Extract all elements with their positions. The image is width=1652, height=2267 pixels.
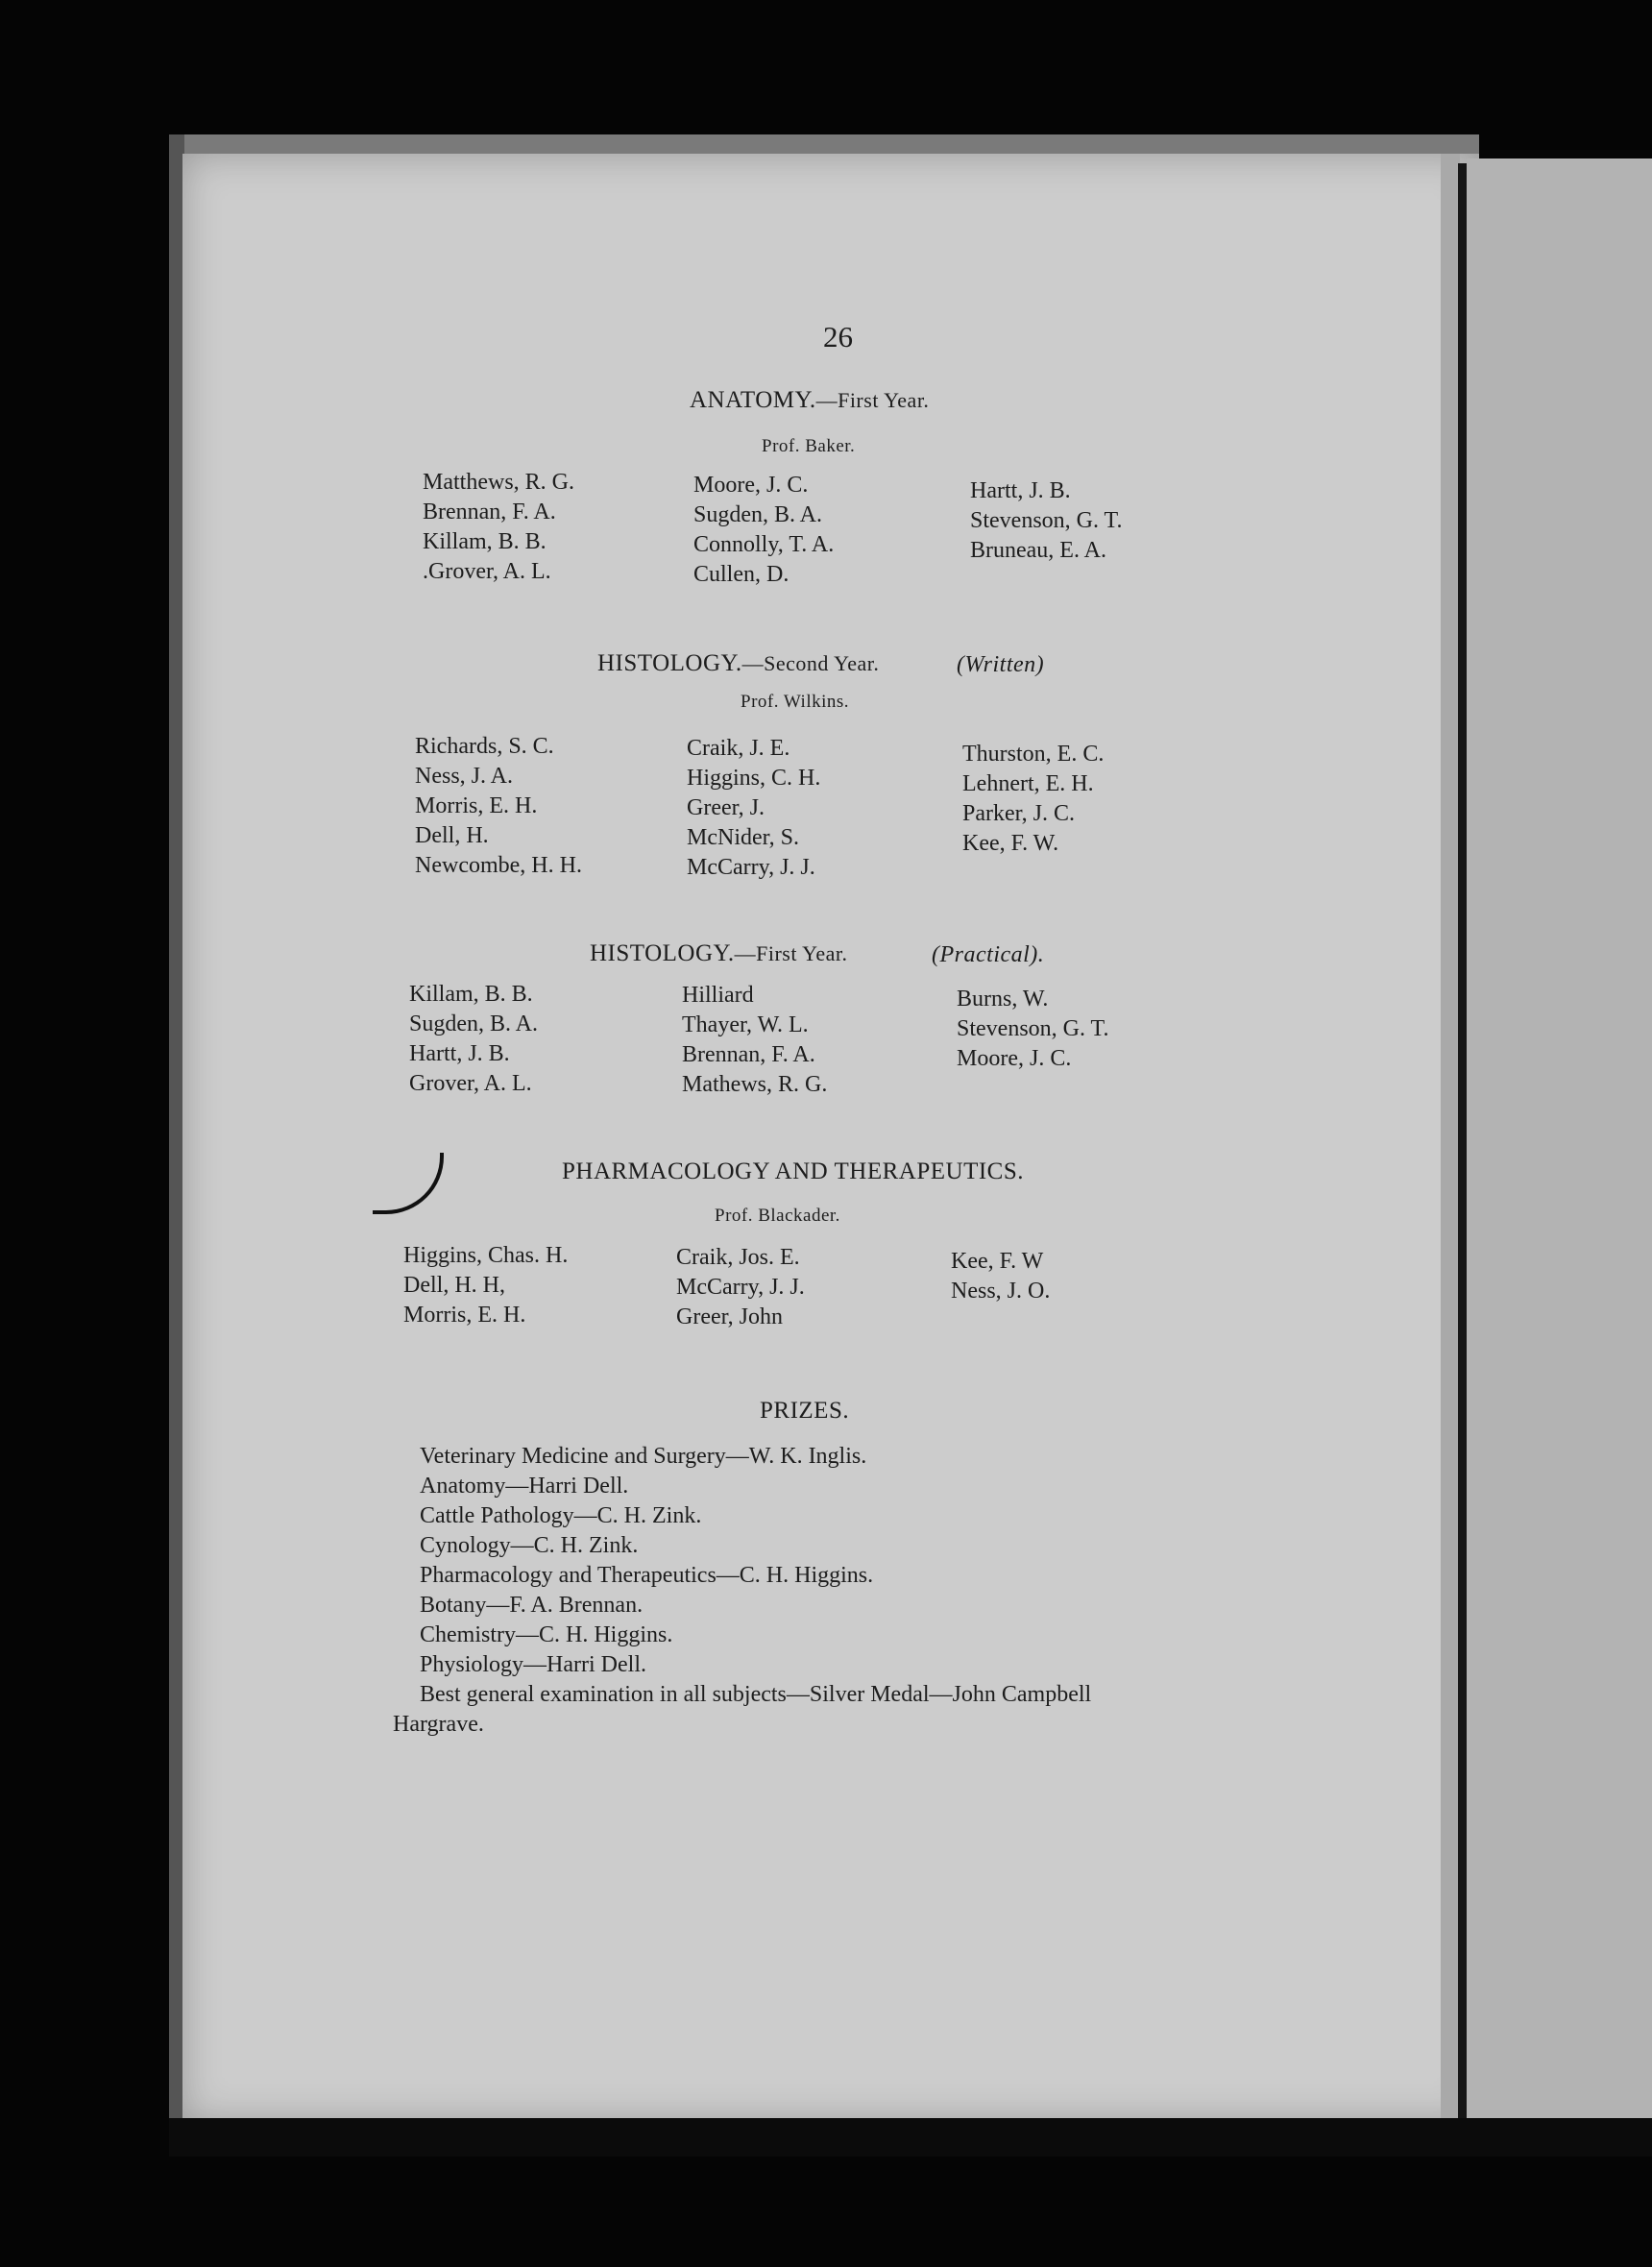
section-title: ANATOMY. xyxy=(690,387,816,413)
student-name: Higgins, C. H. xyxy=(687,766,821,791)
prize-item: Cattle Pathology—C. H. Zink. xyxy=(420,1503,702,1528)
student-name: Lehnert, E. H. xyxy=(962,771,1094,796)
section-title: HISTOLOGY. xyxy=(597,650,742,676)
prizes-list xyxy=(393,1442,1092,1740)
student-name: Brennan, F. A. xyxy=(423,500,556,524)
prize-item-continuation: Hargrave. xyxy=(393,1712,484,1737)
student-name: Sugden, B. A. xyxy=(693,502,823,527)
student-name: Sugden, B. A. xyxy=(409,1012,539,1036)
name-column xyxy=(693,471,834,590)
name-column xyxy=(957,985,1108,1074)
student-name: Craik, Jos. E. xyxy=(676,1245,800,1270)
student-name: Bruneau, E. A. xyxy=(970,538,1106,563)
student-name: Stevenson, G. T. xyxy=(970,508,1123,533)
section-note: (Written) xyxy=(957,652,1045,677)
section-title: HISTOLOGY. xyxy=(590,940,735,966)
page-top-edge xyxy=(169,134,1479,156)
prize-item: Best general examination in all subjects—Silver Medal—John Campbell xyxy=(420,1682,1092,1707)
student-name: Ness, J. A. xyxy=(415,764,514,789)
page-number: 26 xyxy=(823,320,853,353)
student-name: Morris, E. H. xyxy=(415,793,538,818)
name-column xyxy=(415,732,582,881)
student-name: McCarry, J. J. xyxy=(676,1275,805,1300)
name-column xyxy=(951,1247,1050,1306)
student-name: McCarry, J. J. xyxy=(687,855,815,880)
section-subtitle: —First Year. xyxy=(734,941,848,965)
student-name: Brennan, F. A. xyxy=(682,1042,815,1067)
spine-gap xyxy=(1441,154,1460,2123)
student-name: Kee, F. W xyxy=(951,1249,1044,1274)
name-column xyxy=(409,980,538,1099)
student-name: Moore, J. C. xyxy=(693,473,809,498)
prizes-heading: PRIZES. xyxy=(760,1398,850,1424)
professor-name: Prof. Baker. xyxy=(762,436,856,456)
student-name: Hilliard xyxy=(682,983,754,1008)
student-name: Greer, John xyxy=(676,1304,783,1329)
student-name: .Grover, A. L. xyxy=(423,559,551,584)
prize-item: Veterinary Medicine and Surgery—W. K. Inglis. xyxy=(420,1444,867,1469)
student-name: Kee, F. W. xyxy=(962,831,1059,856)
name-column xyxy=(687,734,820,883)
section-heading-anatomy xyxy=(690,387,929,414)
student-name: Moore, J. C. xyxy=(957,1046,1072,1071)
student-name: Killam, B. B. xyxy=(423,529,547,554)
student-name: Cullen, D. xyxy=(693,562,790,587)
prize-item: Cynology—C. H. Zink. xyxy=(420,1533,639,1558)
student-name: McNider, S. xyxy=(687,825,800,850)
student-name: Newcombe, H. H. xyxy=(415,853,582,878)
prize-item: Anatomy—Harri Dell. xyxy=(420,1474,629,1499)
prize-item: Chemistry—C. H. Higgins. xyxy=(420,1622,673,1647)
section-heading-histology-first xyxy=(590,940,847,967)
professor-name: Prof. Wilkins. xyxy=(741,692,850,712)
student-name: Grover, A. L. xyxy=(409,1071,532,1096)
section-subtitle: —First Year. xyxy=(815,388,930,412)
student-name: Killam, B. B. xyxy=(409,982,533,1007)
student-name: Morris, E. H. xyxy=(403,1303,526,1328)
student-name: Burns, W. xyxy=(957,987,1049,1012)
name-column xyxy=(682,981,827,1100)
prize-item: Botany—F. A. Brennan. xyxy=(420,1593,644,1618)
student-name: Hartt, J. B. xyxy=(970,478,1071,503)
student-name: Stevenson, G. T. xyxy=(957,1016,1109,1041)
student-name: Ness, J. O. xyxy=(951,1279,1051,1304)
section-heading-pharmacology: PHARMACOLOGY AND THERAPEUTICS. xyxy=(562,1158,1025,1184)
student-name: Craik, J. E. xyxy=(687,736,790,761)
student-name: Dell, H. H, xyxy=(403,1273,505,1298)
section-subtitle: —Second Year. xyxy=(741,651,880,675)
student-name: Parker, J. C. xyxy=(962,801,1076,826)
student-name: Dell, H. xyxy=(415,823,489,848)
book-spine xyxy=(1458,163,1467,2123)
facing-page xyxy=(1467,158,1652,2123)
student-name: Hartt, J. B. xyxy=(409,1041,510,1066)
student-name: Higgins, Chas. H. xyxy=(403,1243,569,1268)
name-column xyxy=(403,1241,568,1330)
student-name: Mathews, R. G. xyxy=(682,1072,828,1097)
name-column xyxy=(962,740,1104,859)
name-column xyxy=(676,1243,805,1332)
student-name: Thurston, E. C. xyxy=(962,742,1105,767)
scan-border xyxy=(169,2118,1652,2157)
section-note: (Practical). xyxy=(932,942,1045,967)
professor-name: Prof. Blackader. xyxy=(715,1206,840,1226)
student-name: Matthews, R. G. xyxy=(423,470,574,495)
name-column xyxy=(970,476,1122,566)
prize-item: Pharmacology and Therapeutics—C. H. Higgins. xyxy=(420,1563,874,1588)
prize-item: Physiology—Harri Dell. xyxy=(420,1652,646,1677)
student-name: Thayer, W. L. xyxy=(682,1012,809,1037)
student-name: Greer, J. xyxy=(687,795,765,820)
student-name: Connolly, T. A. xyxy=(693,532,835,557)
name-column xyxy=(423,468,574,587)
student-name: Richards, S. C. xyxy=(415,734,554,759)
section-heading-histology-second xyxy=(597,650,879,677)
